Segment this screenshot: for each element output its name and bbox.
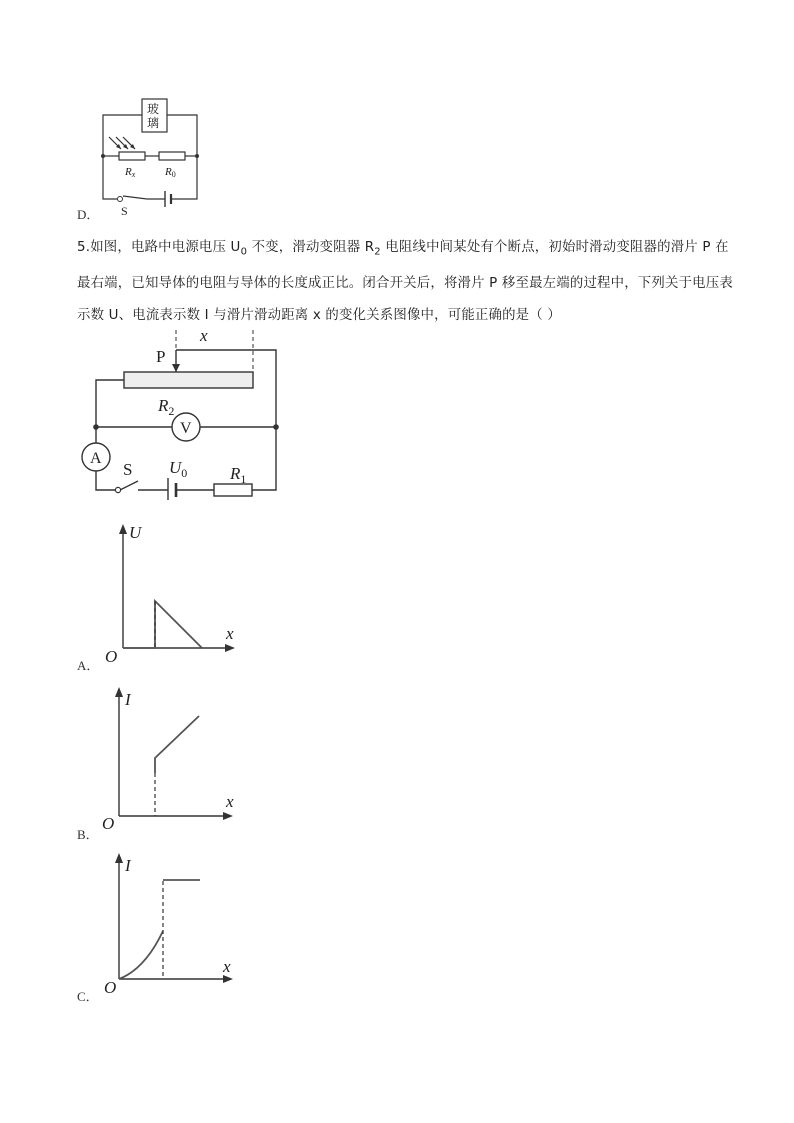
rx-resistor [119, 152, 145, 160]
glass-char-2: 璃 [147, 116, 160, 130]
option-c-label: C． [77, 989, 99, 1004]
option-b-label: B． [77, 827, 99, 842]
switch-label-d: S [121, 204, 128, 218]
graph-a-curve [123, 601, 202, 648]
switch-label: S [123, 460, 133, 479]
voltmeter-label: V [180, 420, 192, 437]
rx-label: Rx [125, 166, 136, 179]
circuit-x-label: x [200, 326, 208, 345]
graph-c-y-arrow [115, 853, 123, 863]
graph-a-y-arrow [119, 524, 127, 534]
option-a-label: A． [77, 658, 100, 673]
ammeter-label: A [90, 450, 102, 467]
graph-b-y-label: I [125, 690, 131, 709]
graph-b-x-label: x [226, 792, 234, 811]
graph-a [95, 518, 245, 663]
graph-b [95, 683, 245, 833]
graph-a-y-label: U [129, 523, 142, 542]
rheostat-r2 [124, 372, 253, 388]
r1-label: $R_1$ [230, 464, 247, 486]
question-5-text: 5.如图，电路中电源电压 $U_0$ 不变，滑动变阻器 $R_2$ 电阻线中间某处有个断点，初始时滑动变阻器的滑片 P 在最右端，已知导体的电阻与导体的长度成正比。闭合开关后，将滑片 P 移至最左端的过程中，下列关于电压表示数 U、电流表示数 I 与滑片滑动距离 x 的变化关系图像中，可能正确的是（ ） [77, 240, 733, 323]
graph-a-x-label: x [226, 624, 234, 643]
graph-a-origin: O [105, 647, 118, 663]
u0-label: $U_0$ [169, 458, 188, 480]
graph-c-x-label: x [223, 957, 231, 976]
graph-b-x-arrow [223, 812, 233, 820]
glass-char-1: 玻 [147, 102, 160, 116]
graph-c-curve [119, 931, 163, 979]
option-d-circuit [95, 95, 210, 220]
r0-resistor [159, 152, 185, 160]
option-d-label: D． [77, 207, 100, 222]
r0-label: R0 [165, 166, 176, 179]
slider-p-label: P [156, 347, 166, 366]
graph-b-curve [155, 716, 199, 773]
graph-c-x-arrow [223, 975, 233, 983]
r2-label: $R_2$ [158, 396, 175, 418]
graph-b-origin: O [102, 814, 115, 833]
graph-c-origin: O [104, 978, 117, 997]
graph-c [95, 851, 245, 999]
graph-b-y-arrow [115, 687, 123, 697]
graph-c-y-label: I [125, 856, 131, 875]
graph-a-x-arrow [225, 644, 235, 652]
question-number: 5. [77, 240, 91, 255]
question-circuit [76, 322, 291, 500]
